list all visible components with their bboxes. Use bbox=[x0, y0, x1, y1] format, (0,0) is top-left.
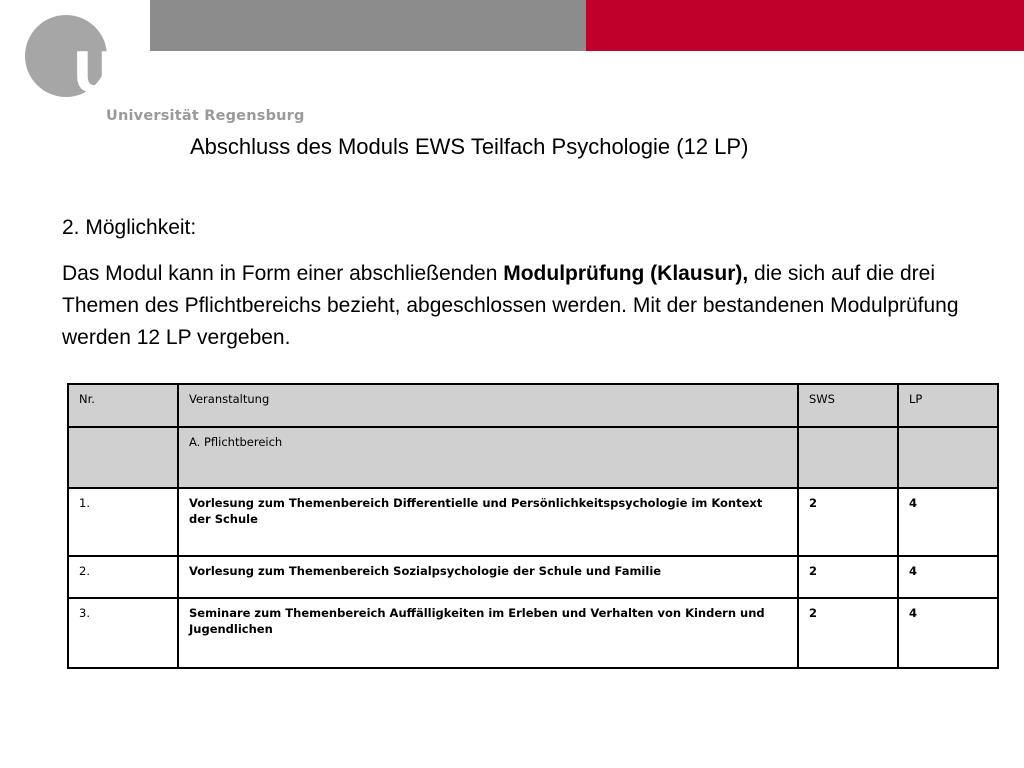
section-label: A. Pflichtbereich bbox=[178, 427, 798, 488]
header-red-bar bbox=[586, 0, 1024, 51]
row-course: Vorlesung zum Themenbereich Differentielle und Persönlichkeitspsychologie im Kontext der Schule bbox=[178, 488, 798, 556]
row-sws: 2 bbox=[798, 556, 898, 598]
body-paragraph bbox=[62, 258, 962, 354]
university-logo bbox=[24, 14, 161, 106]
slide-title: Abschluss des Moduls EWS Teilfach Psychologie (12 LP) bbox=[190, 134, 749, 159]
university-name: Universität Regensburg bbox=[106, 108, 305, 124]
row-nr: 3. bbox=[68, 598, 178, 668]
row-nr: 1. bbox=[68, 488, 178, 556]
header-nr: Nr. bbox=[68, 384, 178, 427]
section-lp-cell bbox=[898, 427, 998, 488]
row-lp: 4 bbox=[898, 598, 998, 668]
row-lp: 4 bbox=[898, 556, 998, 598]
body-text-after: die sich auf die drei Themen des Pflichtbereichs bezieht, abgeschlossen werden. Mit der bestandenen Modulprüfung werden 12 LP vergeben. bbox=[62, 262, 959, 349]
row-course: Vorlesung zum Themenbereich Sozialpsychologie der Schule und Familie bbox=[178, 556, 798, 598]
module-table bbox=[67, 383, 999, 669]
section-row bbox=[68, 427, 998, 488]
header-lp: LP bbox=[898, 384, 998, 427]
row-sws: 2 bbox=[798, 488, 898, 556]
header-course: Veranstaltung bbox=[178, 384, 798, 427]
table-header-row bbox=[68, 384, 998, 427]
option-heading: 2. Möglichkeit: bbox=[62, 216, 197, 239]
table-row bbox=[68, 488, 998, 556]
body-text-emphasis: Modulprüfung (Klausur), bbox=[503, 262, 749, 285]
header-sws: SWS bbox=[798, 384, 898, 427]
row-course: Seminare zum Themenbereich Auffälligkeiten im Erleben und Verhalten von Kindern und Jugendlichen bbox=[178, 598, 798, 668]
table-row bbox=[68, 556, 998, 598]
table-row bbox=[68, 598, 998, 668]
header-gray-bar bbox=[150, 0, 586, 51]
row-lp: 4 bbox=[898, 488, 998, 556]
row-sws: 2 bbox=[798, 598, 898, 668]
row-nr: 2. bbox=[68, 556, 178, 598]
logo-letters: UR bbox=[72, 41, 161, 106]
body-text-before: Das Modul kann in Form einer abschließenden bbox=[62, 262, 504, 285]
section-sws-cell bbox=[798, 427, 898, 488]
section-nr-cell bbox=[68, 427, 178, 488]
